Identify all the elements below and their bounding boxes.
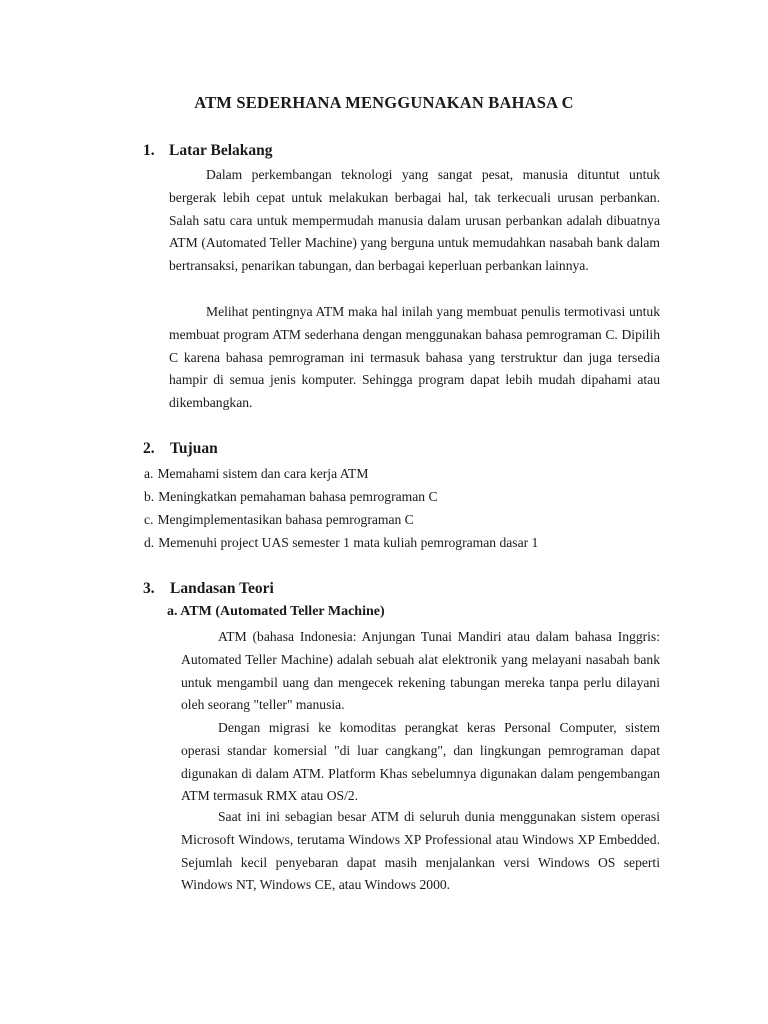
section-2-title: Tujuan — [170, 440, 218, 457]
section-3-heading — [143, 580, 274, 598]
section-1-number: 1. — [143, 142, 155, 159]
list-item — [144, 463, 368, 486]
subsection-a-heading: a. ATM (Automated Teller Machine) — [167, 604, 385, 619]
list-marker: c. — [144, 512, 154, 527]
section-1-heading — [143, 142, 273, 160]
list-marker: b. — [144, 489, 155, 504]
list-item — [144, 486, 438, 509]
section-1-paragraph-2: Melihat pentingnya ATM maka hal inilah yang membuat penulis termotivasi untuk membuat program ATM sederhana dengan menggunakan bahasa pemrograman C. Dipilih C karena bahasa pemrograman ini termasuk bahasa yang terstruktur dan juga tersedia hampir di semua jenis komputer. Sehingga program dapat lebih mudah dipahami atau dikembangkan. — [169, 304, 660, 411]
section-1-title: Latar Belakang — [169, 142, 273, 159]
list-item-text: Memenuhi project UAS semester 1 mata kuliah pemrograman dasar 1 — [158, 535, 539, 550]
list-marker: d. — [144, 535, 155, 550]
section-2-number: 2. — [143, 440, 155, 457]
section-3-number: 3. — [143, 580, 155, 597]
section-1-paragraph-1: Dalam perkembangan teknologi yang sangat pesat, manusia dituntut untuk bergerak lebih cepat untuk melakukan berbagai hal, tak terkecuali urusan perbankan. Salah satu cara untuk mempermudah manusia dalam urusan perbankan adalah dibuatnya ATM (Automated Teller Machine) yang berguna untuk memudahkan nasabah bank dalam bertransaksi, penarikan tabungan, dan berbagai keperluan perbankan lainnya. — [169, 167, 660, 274]
list-item — [144, 532, 538, 555]
list-item-text: Memahami sistem dan cara kerja ATM — [157, 466, 369, 481]
list-item — [144, 509, 414, 532]
section-2-heading — [143, 440, 218, 458]
list-marker: a. — [144, 466, 154, 481]
subsection-a-paragraph-2: Dengan migrasi ke komoditas perangkat keras Personal Computer, sistem operasi standar komersial "di luar cangkang", dan lingkungan pemrograman dapat digunakan di dalam ATM. Platform Khas sebelumnya digunakan dalam pengembangan ATM termasuk RMX atau OS/2. — [181, 720, 660, 804]
subsection-a-paragraph-1: ATM (bahasa Indonesia: Anjungan Tunai Mandiri atau dalam bahasa Inggris: Automated Teller Machine) adalah sebuah alat elektronik yang melayani nasabah bank untuk mengambil uang dan mengecek rekening tabungan mereka tanpa perlu dilayani oleh seorang "teller" manusia. — [181, 629, 660, 713]
section-3-title: Landasan Teori — [170, 580, 274, 597]
document-title: ATM SEDERHANA MENGGUNAKAN BAHASA C — [194, 93, 574, 112]
subsection-a-paragraph-3: Saat ini ini sebagian besar ATM di seluruh dunia menggunakan sistem operasi Microsoft Windows, terutama Windows XP Professional atau Windows XP Embedded. Sejumlah kecil penyebaran dapat masih menjalankan versi Windows OS seperti Windows NT, Windows CE, atau Windows 2000. — [181, 809, 660, 893]
list-item-text: Meningkatkan pemahaman bahasa pemrograman C — [158, 489, 438, 504]
list-item-text: Mengimplementasikan bahasa pemrograman C — [157, 512, 414, 527]
